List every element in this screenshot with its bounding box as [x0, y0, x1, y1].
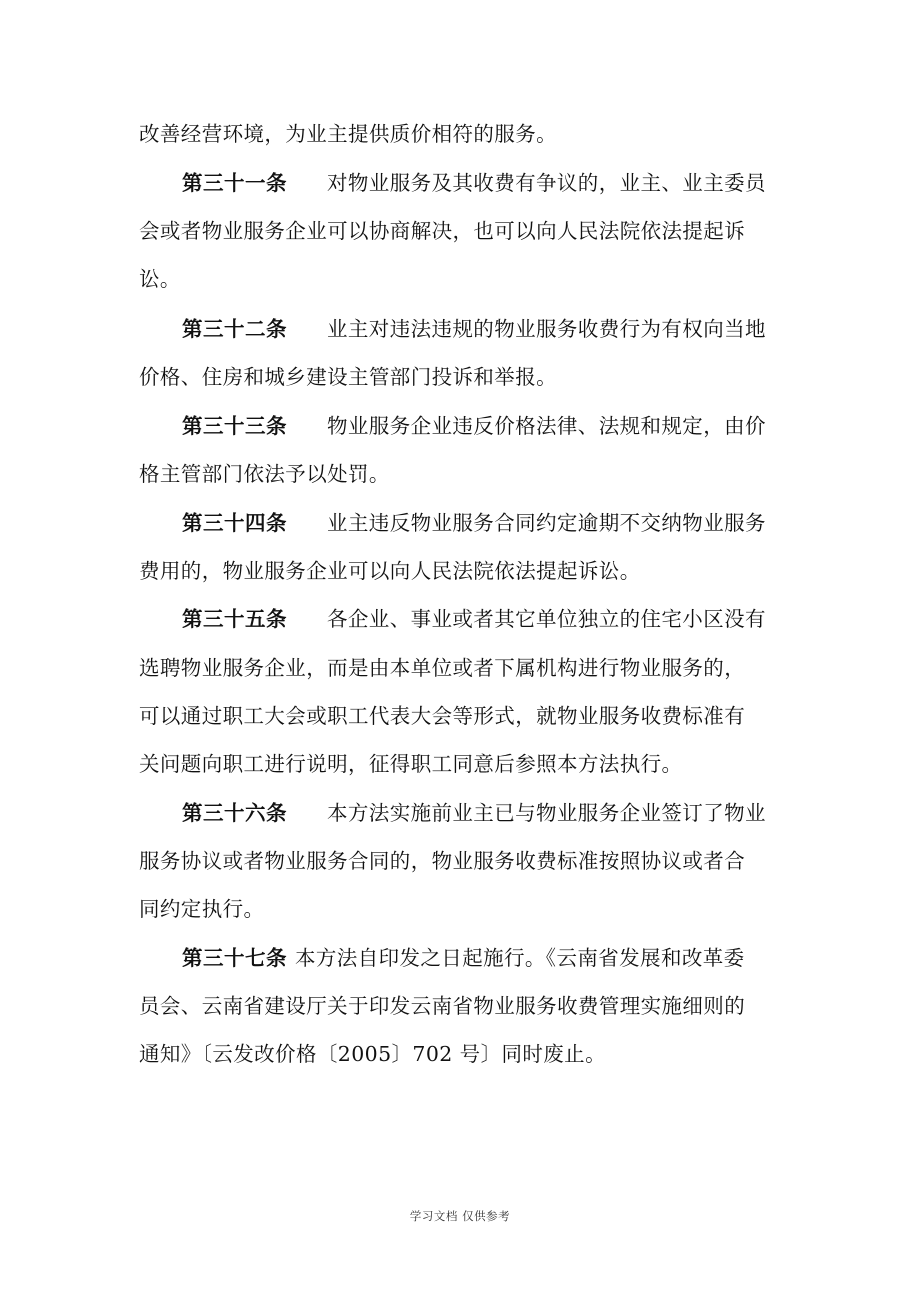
- article-number: 第三十六条: [182, 801, 287, 825]
- article-text: 业主违反物业服务合同约定逾期不交纳物业服务: [327, 511, 766, 535]
- article-31-first-line: [182, 170, 766, 196]
- article-text: 对物业服务及其收费有争议的，业主、业主委员: [327, 171, 766, 195]
- article-text: 业主对违法违规的物业服务收费行为有权向当地: [327, 317, 766, 341]
- article-text-line: 关问题向职工进行说明，征得职工同意后参照本方法执行。: [139, 752, 683, 776]
- continuation-text: 改善经营环境，为业主提供质价相符的服务。: [139, 122, 557, 146]
- footer-watermark: 学习文档 仅供参考: [409, 1209, 511, 1223]
- article-text-line: 选聘物业服务企业，而是由本单位或者下属机构进行物业服务的，: [139, 656, 746, 680]
- article-34-first-line: [182, 510, 766, 536]
- article-number: 第三十七条: [182, 946, 287, 970]
- article-36-first-line: [182, 800, 766, 826]
- article-text-line: 会或者物业服务企业可以协商解决，也可以向人民法院依法提起诉: [139, 219, 746, 243]
- article-text-line: 讼。: [139, 267, 181, 291]
- article-text: 物业服务企业违反价格法律、法规和规定，由价: [327, 414, 766, 438]
- article-text: 本方法自印发之日起施行。《云南省发展和改革委: [295, 946, 745, 970]
- article-text-line: 价格、住房和城乡建设主管部门投诉和举报。: [139, 365, 557, 389]
- article-33-first-line: [182, 413, 766, 439]
- article-number: 第三十四条: [182, 511, 287, 535]
- article-number: 第三十五条: [182, 607, 287, 631]
- article-text-line: 费用的，物业服务企业可以向人民法院依法提起诉讼。: [139, 559, 641, 583]
- article-text: 各企业、事业或者其它单位独立的住宅小区没有: [327, 607, 766, 631]
- article-number: 第三十一条: [182, 171, 287, 195]
- article-35-first-line: [182, 606, 766, 632]
- article-text: 本方法实施前业主已与物业服务企业签订了物业: [327, 801, 766, 825]
- article-37-first-line: [182, 945, 745, 971]
- article-text-line: 通知》〔云发改价格〔2005〕702 号〕同时废止。: [139, 1042, 606, 1066]
- article-32-first-line: [182, 316, 766, 342]
- article-number: 第三十三条: [182, 414, 287, 438]
- article-text-line: 格主管部门依法予以处罚。: [139, 462, 390, 486]
- article-text-line: 员会、云南省建设厅关于印发云南省物业服务收费管理实施细则的: [139, 994, 746, 1018]
- article-text-line: 可以通过职工大会或职工代表大会等形式，就物业服务收费标准有: [139, 704, 746, 728]
- article-text-line: 同约定执行。: [139, 897, 265, 921]
- article-text-line: 服务协议或者物业服务合同的，物业服务收费标准按照协议或者合: [139, 849, 746, 873]
- article-number: 第三十二条: [182, 317, 287, 341]
